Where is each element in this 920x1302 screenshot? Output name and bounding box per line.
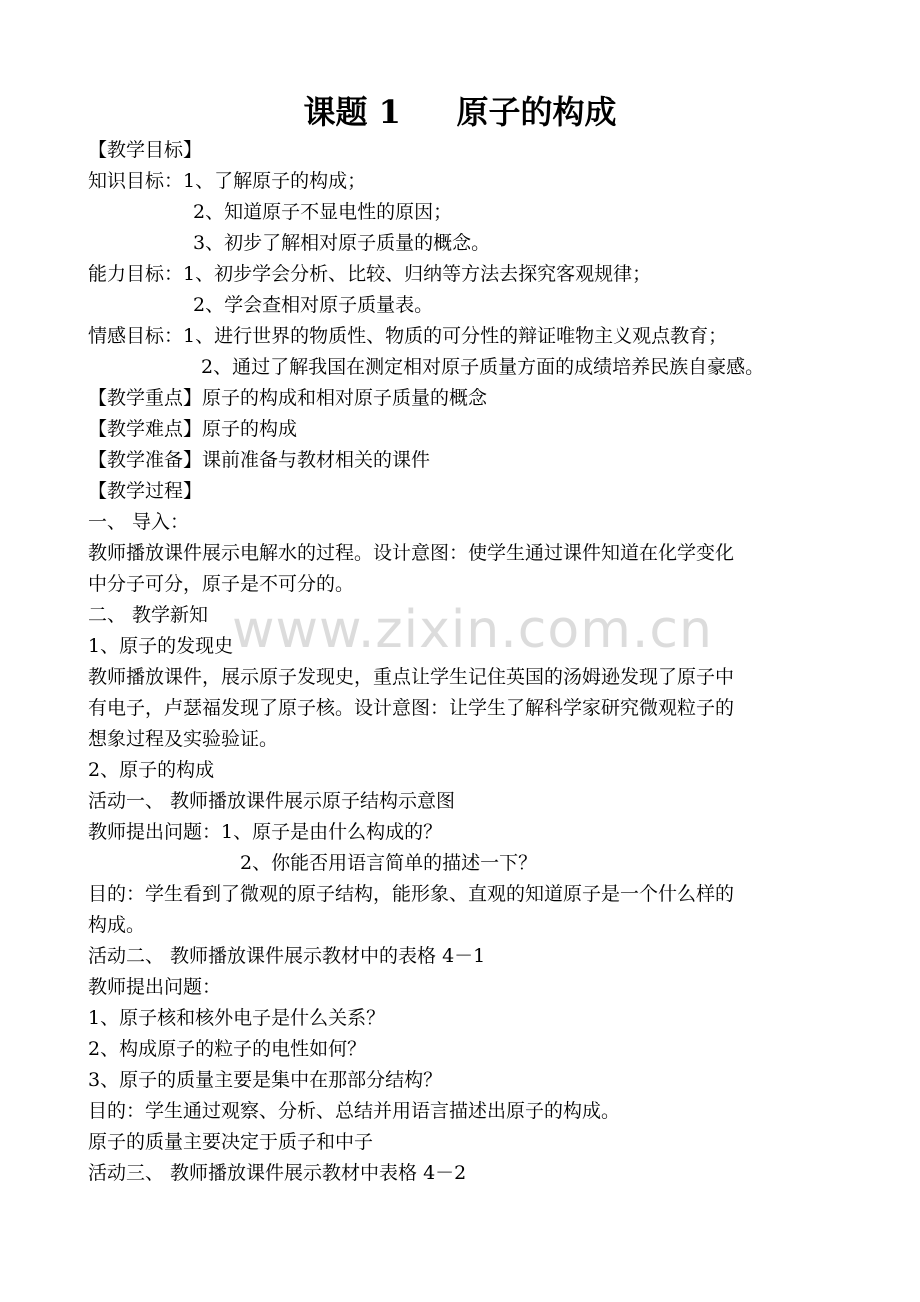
text-line: 一、 导入： <box>88 511 190 533</box>
section-heading-key-point: 【教学重点】原子的构成和相对原子质量的概念 <box>88 387 488 409</box>
text-line: 2、通过了解我国在测定相对原子质量方面的成绩培养民族自豪感。 <box>201 356 765 378</box>
text-line: 活动一、 教师播放课件展示原子结构示意图 <box>88 790 456 812</box>
text-line: 构成。 <box>88 914 146 936</box>
text-line: 想象过程及实验验证。 <box>88 728 279 750</box>
text-line: 2、知道原子不显电性的原因； <box>193 201 453 223</box>
text-line: 原子的质量主要决定于质子和中子 <box>88 1131 374 1153</box>
text-line: 教师播放课件，展示原子发现史，重点让学生记住英国的汤姆逊发现了原子中 <box>88 666 735 688</box>
text-line: 3、初步了解相对原子质量的概念。 <box>193 232 491 254</box>
text-line: 1、原子核和核外电子是什么关系？ <box>88 1007 386 1029</box>
text-line: 教师提出问题： <box>88 976 222 998</box>
text-line: 活动二、 教师播放课件展示教材中的表格 4－1 <box>88 945 486 967</box>
section-heading-difficulty: 【教学难点】原子的构成 <box>88 418 298 440</box>
text-line: 2、学会查相对原子质量表。 <box>193 294 434 316</box>
text-line: 教师提出问题：1、原子是由什么构成的？ <box>88 821 443 843</box>
section-heading-objectives: 【教学目标】 <box>88 139 203 161</box>
text-line: 2、构成原子的粒子的电性如何？ <box>88 1038 367 1060</box>
watermark: www.zixin.com.cn <box>232 600 713 660</box>
text-line: 情感目标：1、进行世界的物质性、物质的可分性的辩证唯物主义观点教育； <box>88 325 728 347</box>
text-line: 目的：学生看到了微观的原子结构，能形象、直观的知道原子是一个什么样的 <box>88 883 735 905</box>
text-line: 3、原子的质量主要是集中在那部分结构？ <box>88 1069 443 1091</box>
text-line: 中分子可分，原子是不可分的。 <box>88 573 355 595</box>
text-line: 能力目标：1、初步学会分析、比较、归纳等方法去探究客观规律； <box>88 263 652 285</box>
text-line: 二、 教学新知 <box>88 604 209 626</box>
text-line: 有电子，卢瑟福发现了原子核。设计意图：让学生了解科学家研究微观粒子的 <box>88 697 735 719</box>
text-line: 知识目标：1、了解原子的构成； <box>88 170 367 192</box>
section-heading-preparation: 【教学准备】课前准备与教材相关的课件 <box>88 449 431 471</box>
section-heading-process: 【教学过程】 <box>88 480 203 502</box>
text-line: 1、原子的发现史 <box>88 635 234 657</box>
text-line: 教师播放课件展示电解水的过程。设计意图：使学生通过课件知道在化学变化 <box>88 542 735 564</box>
text-line: 目的：学生通过观察、分析、总结并用语言描述出原子的构成。 <box>88 1100 621 1122</box>
page-title: 课题 1 原子的构成 <box>303 93 617 131</box>
text-line: 2、你能否用语言简单的描述一下？ <box>240 852 538 874</box>
text-line: 活动三、 教师播放课件展示教材中表格 4－2 <box>88 1162 467 1184</box>
text-line: 2、原子的构成 <box>88 759 215 781</box>
